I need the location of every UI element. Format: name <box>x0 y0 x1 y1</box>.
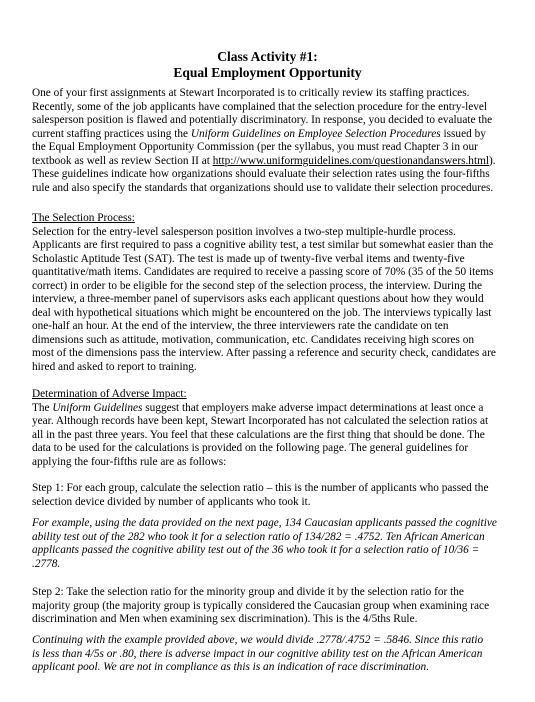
text-line: dimensions such as attitude, motivation, communication, etc. Candidates receiving high scores on <box>32 333 475 346</box>
text-line: Continuing with the example provided above, we would divide .2778/.4752 = .5846. Since this ratio <box>32 634 484 646</box>
text-line: quantitative/math items. Candidates are required to receive a passing score of 70% (35 of the 50 items <box>32 266 494 278</box>
title-line-1: Class Activity #1: <box>217 49 318 64</box>
text-line: majority group (the majority group is typically considered the Caucasian group when examining race <box>32 599 490 612</box>
adverse-heading: Determination of Adverse Impact: <box>32 388 187 400</box>
text-line: Step 2: Take the selection ratio for the minority group and divide it by the selection ratio for the <box>32 586 464 598</box>
italic-title: Uniform Guidelines on Employee Selection Procedures <box>190 127 441 140</box>
selection-section <box>32 212 522 374</box>
text-line: data to be used for the calculations is provided on the following page. The general guidelines for <box>32 442 469 454</box>
adverse-section <box>32 388 522 469</box>
text-line: applicants passed the cognitive ability test out of the 36 who took it for a selection ratio of 10/36 = <box>32 544 480 556</box>
intro-paragraph <box>32 87 522 195</box>
text-line: deal with hypothetical situations which might be encountered on the job. The interviews typically last <box>32 306 492 319</box>
text-line: These guidelines indicate how organizations should evaluate their selection rates using the four-fifths <box>32 168 490 180</box>
text-line: current staffing practices using the Uniform Guidelines on Employee Selection Procedures issued by <box>32 127 486 140</box>
text-line: Selection for the entry-level salesperson position involves a two-step multiple-hurdle process. <box>32 225 456 238</box>
text-line: one-half an hour. At the end of the interview, the three interviewers rate the candidate on ten <box>32 320 449 332</box>
text-line: Scholastic Aptitude Test (SAT). The test is made up of twenty-five verbal items and twenty-five <box>32 252 465 265</box>
adverse-paragraph <box>32 402 522 470</box>
text-line: applicant pool. We are not in compliance as this is an indication of race discrimination. <box>32 661 430 673</box>
example2-paragraph <box>32 634 522 675</box>
text-line: textbook as well as review Section II at http://www.uniformguidelines.com/questionandanswers.html). <box>32 154 496 167</box>
selection-heading: The Selection Process: <box>32 212 135 224</box>
text-line: The Uniform Guidelines suggest that employers make adverse impact determinations at least once a <box>32 401 484 414</box>
guidelines-link[interactable]: http://www.uniformguidelines.com/questionandanswers.html <box>212 154 490 167</box>
step1-paragraph <box>32 482 522 509</box>
example1-paragraph <box>32 517 522 571</box>
text-line: For example, using the data provided on the next page, 134 Caucasian applicants passed the cognitive <box>32 517 497 529</box>
text-line: rule and also specify the standards that organizations should use to validate their selection procedures. <box>32 181 494 194</box>
italic-title: Uniform Guidelines <box>52 401 143 414</box>
text-line: Recently, some of the job applicants have complained that the selection procedure for the entry-level <box>32 100 488 113</box>
text-line: year. Although records have been kept, Stewart Incorporated has not calculated the selection ratios at <box>32 415 489 427</box>
text-line: all in the past three years. You feel that these calculations are the first thing that should be done. The <box>32 428 485 441</box>
text-line: interview, a three-member panel of supervisors asks each applicant questions about how they would <box>32 293 484 305</box>
text-line: most of the dimensions pass the interview. After passing a reference and security check, candidates are <box>32 347 496 359</box>
step2-paragraph <box>32 586 522 627</box>
text-line: salesperson position is flawed and potentially discriminatory. In response, you decided to evaluate the <box>32 114 493 126</box>
text-line: selection device divided by number of applicants who took it. <box>32 495 311 508</box>
text-line: is less than 4/5s or .80, there is adverse impact in our cognitive ability test on the African American <box>32 647 483 660</box>
text-line: discrimination and Men when examining sex discrimination). This is the 4/5ths Rule. <box>32 613 418 625</box>
text-line: correct) in order to be eligible for the second step of the selection process, the interview. During the <box>32 279 483 292</box>
text-line: Applicants are first required to pass a cognitive ability test, a test similar but somewhat easier than the <box>32 239 494 251</box>
text-line: the Equal Employment Opportunity Commission (per the syllabus, you must read Chapter 3 in our <box>32 141 478 153</box>
text-line: hired and asked to report to training. <box>32 360 197 373</box>
selection-paragraph <box>32 226 522 375</box>
text-line: One of your first assignments at Stewart Incorporated is to critically review its staffing practices. <box>32 87 470 99</box>
text-line: applying the four-fifths rule are as follows: <box>32 455 227 468</box>
title-line-2: Equal Employment Opportunity <box>173 65 362 80</box>
text-line: Step 1: For each group, calculate the selection ratio – this is the number of applicants who passed the <box>32 482 489 494</box>
text-line: ability test out of the 282 who took it for a selection ratio of 134/282 = .4752. Ten African American <box>32 530 485 543</box>
text-line: .2778. <box>32 557 61 570</box>
